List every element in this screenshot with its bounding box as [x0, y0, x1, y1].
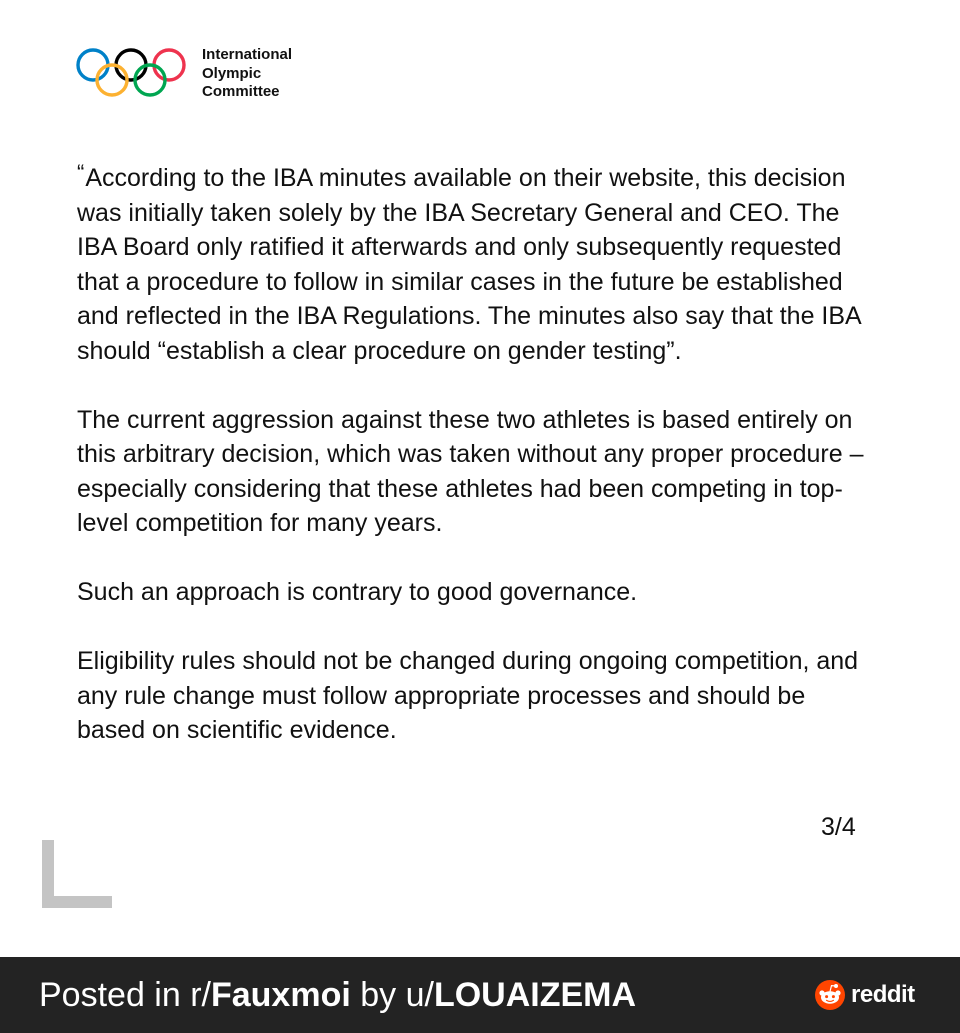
reddit-logo [815, 979, 915, 1011]
reddit-snoo-icon [815, 980, 845, 1010]
posted-prefix: Posted in r/ [39, 976, 211, 1014]
statement-paragraph: Eligibility rules should not be changed during ongoing competition, and any rule change must follow appropriate processes and should be based on scientific evidence. [77, 647, 859, 744]
organization-name-line: Olympic [202, 64, 262, 82]
open-quote-mark: “ [77, 160, 85, 185]
corner-bracket-icon [42, 840, 112, 908]
statement-paragraph [77, 156, 877, 368]
organization-name [202, 46, 292, 102]
organization-name-line: International [202, 46, 293, 63]
organization-name-line: Committee [202, 83, 280, 100]
page-indicator: 3/4 [821, 813, 856, 841]
username[interactable]: LOUAIZEMA [433, 976, 637, 1014]
reddit-footer-bar [0, 957, 960, 1033]
reddit-wordmark: reddit [851, 981, 915, 1008]
subreddit-name[interactable]: Fauxmoi [210, 976, 351, 1014]
olympic-rings-icon [76, 46, 188, 100]
statement-paragraph: The current aggression against these two athletes is based entirely on this arbitrary decision, which was taken without any proper procedure – especially considering that these athletes had been competing in top-level competition for many years. [77, 405, 864, 537]
statement-paragraph-text: According to the IBA minutes available on their website, this decision was initially taken solely by the IBA Secretary General and CEO. The IBA Board only ratified it afterwards and only subsequently requested that a procedure to follow in similar cases in the future be established and reflected in the IBA Regulations. The minutes also say that the IBA should “establish a clear procedure on gender testing”. [77, 164, 861, 365]
posted-by: by u/ [350, 976, 434, 1014]
statement-text [77, 156, 877, 782]
statement-paragraph: Such an approach is contrary to good governance. [77, 578, 638, 606]
posted-in-caption [39, 975, 636, 1015]
